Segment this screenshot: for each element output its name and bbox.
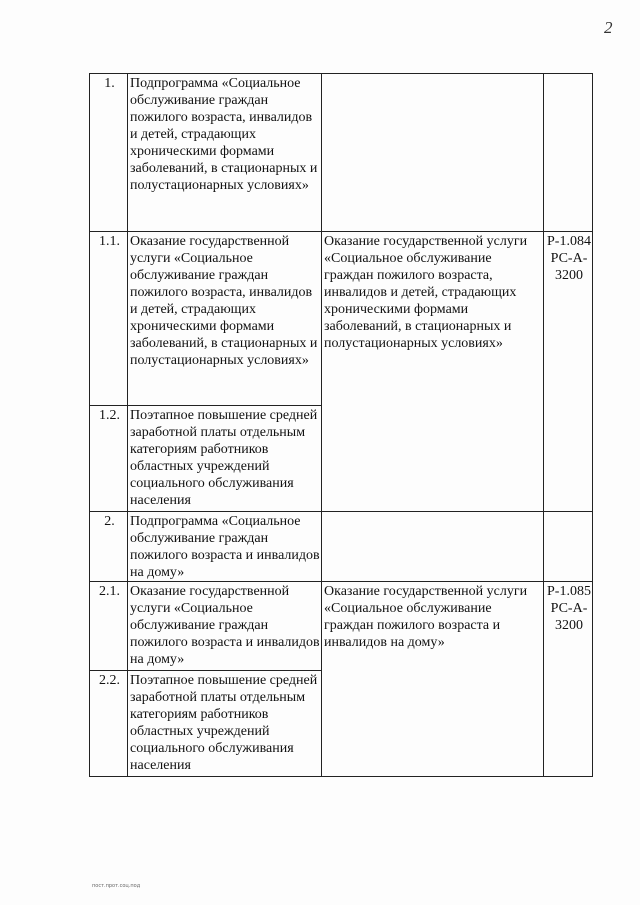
row-service	[322, 74, 544, 232]
code-line: 3200	[555, 618, 583, 633]
row-name: Подпрограмма «Социальное обслуживание граждан пожилого возраста, инвалидов и детей, страдающих хроническими формами заболеваний, в стационарных и полустационарных условиях»	[128, 74, 322, 232]
row-number: 1.2.	[90, 406, 128, 512]
row-code	[544, 512, 593, 582]
row-number: 2.	[90, 512, 128, 582]
code-line: 3200	[555, 268, 583, 283]
row-name: Оказание государственной услуги «Социальное обслуживание граждан пожилого возраста и инвалидов на дому»	[128, 582, 322, 671]
row-code	[544, 74, 593, 232]
row-number: 1.	[90, 74, 128, 232]
table-row	[90, 74, 593, 232]
table-row	[90, 512, 593, 582]
row-service	[322, 512, 544, 582]
row-service: Оказание государственной услуги «Социальное обслуживание граждан пожилого возраста, инвалидов и детей, страдающих хроническими формами заболеваний, в стационарных и полустационарных условиях»	[322, 232, 544, 512]
footer-note: пост.прот.соц.под	[92, 883, 141, 889]
code-line: Р-1.085	[547, 584, 591, 599]
code-line: РС-А-	[550, 601, 588, 616]
row-number: 2.2.	[90, 671, 128, 777]
table-row	[90, 232, 593, 406]
table-row	[90, 582, 593, 671]
page-number: 2	[604, 18, 613, 37]
row-number: 2.1.	[90, 582, 128, 671]
row-name: Поэтапное повышение средней заработной платы отдельным категориям работников областных учреждений социального обслуживания населения	[128, 406, 322, 512]
program-table	[89, 73, 593, 777]
row-code	[544, 232, 593, 512]
row-number: 1.1.	[90, 232, 128, 406]
row-name: Оказание государственной услуги «Социальное обслуживание граждан пожилого возраста, инвалидов и детей, страдающих хроническими формами заболеваний, в стационарных и полустационарных условиях»	[128, 232, 322, 406]
row-service: Оказание государственной услуги «Социальное обслуживание граждан пожилого возраста и инвалидов на дому»	[322, 582, 544, 777]
row-name: Поэтапное повышение средней заработной платы отдельным категориям работников областных учреждений социального обслуживания населения	[128, 671, 322, 777]
row-code	[544, 582, 593, 777]
code-line: Р-1.084	[547, 234, 591, 249]
row-name: Подпрограмма «Социальное обслуживание граждан пожилого возраста и инвалидов на дому»	[128, 512, 322, 582]
code-line: РС-А-	[550, 251, 588, 266]
